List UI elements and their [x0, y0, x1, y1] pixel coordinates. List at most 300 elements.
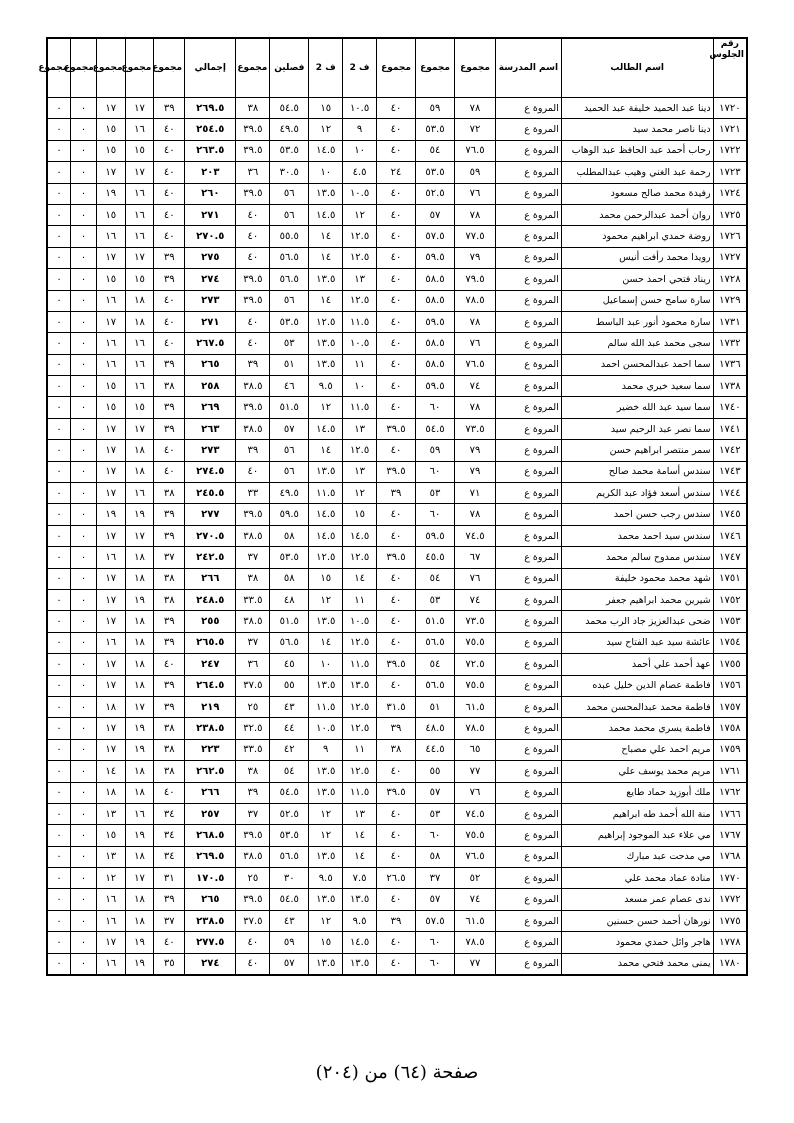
- grand-total-cell: ١٧٠.٥: [185, 868, 236, 889]
- school-name-cell: المروة ع: [496, 226, 562, 247]
- two-terms-cell: ٥٥: [270, 675, 309, 696]
- header-total-2: مجموع: [416, 38, 455, 98]
- total-7-cell: ١٧: [96, 932, 125, 953]
- term2-b-cell: ١٣.٥: [309, 675, 343, 696]
- total-5-cell: ٤٠: [154, 333, 185, 354]
- school-name-cell: المروة ع: [496, 568, 562, 589]
- term2-b-cell: ١٤.٥: [309, 418, 343, 439]
- grand-total-cell: ٢٧٤: [185, 953, 236, 975]
- total-5-cell: ٣٩: [154, 269, 185, 290]
- table-row: [47, 761, 747, 782]
- total-4-cell: ٣٧: [236, 803, 270, 824]
- student-name-cell: ضحى عبدالعزيز جاد الرب محمد: [561, 611, 713, 632]
- total-6-cell: ١٥: [125, 140, 154, 161]
- student-name-cell: شهد محمد محمود خليفة: [561, 568, 713, 589]
- term2-a-cell: ١١.٥: [343, 782, 377, 803]
- grand-total-cell: ٢٦٤.٥: [185, 675, 236, 696]
- total-1-cell: ٥٩: [455, 162, 496, 183]
- student-name-cell: يمنى محمد فتحي محمد: [561, 953, 713, 975]
- total-8-cell: ٠: [71, 889, 97, 910]
- seat-number-cell: ١٧٢٧: [713, 247, 747, 268]
- student-name-cell: سارة محمود أنور عبد الباسط: [561, 311, 713, 332]
- total-1-cell: ٥٢: [455, 868, 496, 889]
- total-3-cell: ٤٠: [377, 504, 416, 525]
- total-2-cell: ٥٩.٥: [416, 247, 455, 268]
- total-7-cell: ١٦: [96, 226, 125, 247]
- total-8-cell: ٠: [71, 376, 97, 397]
- total-5-cell: ٣٩: [154, 889, 185, 910]
- total-2-cell: ٥٣: [416, 483, 455, 504]
- total-6-cell: ١٨: [125, 675, 154, 696]
- grand-total-cell: ٢٦٨.٥: [185, 825, 236, 846]
- table-row: [47, 397, 747, 418]
- total-9-cell: ٠: [47, 761, 71, 782]
- total-3-cell: ٤٠: [377, 589, 416, 610]
- term2-a-cell: ١٣.٥: [343, 675, 377, 696]
- two-terms-cell: ٥٣: [270, 333, 309, 354]
- total-9-cell: ٠: [47, 333, 71, 354]
- school-name-cell: المروة ع: [496, 803, 562, 824]
- total-9-cell: ٠: [47, 247, 71, 268]
- table-row: [47, 675, 747, 696]
- total-5-cell: ٣٨: [154, 376, 185, 397]
- total-7-cell: ١٧: [96, 311, 125, 332]
- seat-number-cell: ١٧٥٤: [713, 632, 747, 653]
- total-1-cell: ٧٣.٥: [455, 611, 496, 632]
- student-name-cell: رحمة عبد الغني وهيب عبدالمطلب: [561, 162, 713, 183]
- total-3-cell: ٤٠: [377, 119, 416, 140]
- student-name-cell: دينا عبد الحميد خليفة عبد الحميد: [561, 98, 713, 119]
- two-terms-cell: ٤٢: [270, 739, 309, 760]
- total-3-cell: ٣٩.٥: [377, 418, 416, 439]
- grand-total-cell: ٢٥٥: [185, 611, 236, 632]
- term2-b-cell: ١٣.٥: [309, 354, 343, 375]
- two-terms-cell: ٥٦: [270, 183, 309, 204]
- total-4-cell: ٣٩.٥: [236, 889, 270, 910]
- term2-a-cell: ١٢: [343, 483, 377, 504]
- total-5-cell: ٤٠: [154, 290, 185, 311]
- total-6-cell: ١٧: [125, 98, 154, 119]
- total-4-cell: ٤٠: [236, 932, 270, 953]
- term2-a-cell: ١٣: [343, 269, 377, 290]
- table-row: [47, 611, 747, 632]
- seat-number-cell: ١٧٦٨: [713, 846, 747, 867]
- total-6-cell: ١٦: [125, 376, 154, 397]
- total-3-cell: ٤٠: [377, 846, 416, 867]
- student-name-cell: رفيدة محمد صالح مسعود: [561, 183, 713, 204]
- grand-total-cell: ٢٧٠.٥: [185, 525, 236, 546]
- total-8-cell: ٠: [71, 483, 97, 504]
- student-name-cell: فاطمة محمد عبدالمحسن محمد: [561, 696, 713, 717]
- term2-b-cell: ١٣.٥: [309, 611, 343, 632]
- two-terms-cell: ٥٦: [270, 204, 309, 225]
- grand-total-cell: ٢١٩: [185, 696, 236, 717]
- school-name-cell: المروة ع: [496, 589, 562, 610]
- table-row: [47, 739, 747, 760]
- total-2-cell: ٥٨: [416, 846, 455, 867]
- total-8-cell: ٠: [71, 525, 97, 546]
- grand-total-cell: ٢٧٥: [185, 247, 236, 268]
- two-terms-cell: ٥٣.٥: [270, 311, 309, 332]
- two-terms-cell: ٤٨: [270, 589, 309, 610]
- total-1-cell: ٧٢.٥: [455, 654, 496, 675]
- two-terms-cell: ٤٩.٥: [270, 119, 309, 140]
- total-9-cell: ٠: [47, 504, 71, 525]
- student-name-cell: سما سعيد خيري محمد: [561, 376, 713, 397]
- total-6-cell: ١٨: [125, 910, 154, 931]
- school-name-cell: المروة ع: [496, 632, 562, 653]
- seat-number-cell: ١٧٣٢: [713, 333, 747, 354]
- total-4-cell: ٤٠: [236, 247, 270, 268]
- total-2-cell: ٥٦.٥: [416, 632, 455, 653]
- school-name-cell: المروة ع: [496, 889, 562, 910]
- total-5-cell: ٤٠: [154, 226, 185, 247]
- total-6-cell: ١٨: [125, 889, 154, 910]
- total-2-cell: ٥٤: [416, 568, 455, 589]
- total-8-cell: ٠: [71, 868, 97, 889]
- term2-a-cell: ٩: [343, 119, 377, 140]
- term2-a-cell: ١٤.٥: [343, 525, 377, 546]
- term2-a-cell: ١٠.٥: [343, 333, 377, 354]
- two-terms-cell: ٥٦.٥: [270, 846, 309, 867]
- table-row: [47, 932, 747, 953]
- total-7-cell: ١٧: [96, 611, 125, 632]
- student-name-cell: سندس أسامة محمد صالح: [561, 461, 713, 482]
- total-1-cell: ٧٨: [455, 311, 496, 332]
- school-name-cell: المروة ع: [496, 98, 562, 119]
- total-1-cell: ٧٩: [455, 440, 496, 461]
- header-total-1: مجموع: [455, 38, 496, 98]
- total-2-cell: ٥٩.٥: [416, 311, 455, 332]
- total-2-cell: ٦٠: [416, 953, 455, 975]
- total-5-cell: ٣٩: [154, 504, 185, 525]
- two-terms-cell: ٤٣: [270, 696, 309, 717]
- header-seat-number: رقم الجلوس: [713, 38, 747, 98]
- student-name-cell: سمر منتصر ابراهيم حسن: [561, 440, 713, 461]
- total-8-cell: ٠: [71, 696, 97, 717]
- school-name-cell: المروة ع: [496, 675, 562, 696]
- total-2-cell: ٥٨.٥: [416, 333, 455, 354]
- table-row: [47, 333, 747, 354]
- table-row: [47, 654, 747, 675]
- total-2-cell: ٥٢.٥: [416, 183, 455, 204]
- term2-b-cell: ١٣.٥: [309, 269, 343, 290]
- school-name-cell: المروة ع: [496, 269, 562, 290]
- two-terms-cell: ٥٣.٥: [270, 547, 309, 568]
- total-7-cell: ١٢: [96, 868, 125, 889]
- total-9-cell: ٠: [47, 910, 71, 931]
- school-name-cell: المروة ع: [496, 696, 562, 717]
- term2-b-cell: ١١.٥: [309, 696, 343, 717]
- total-4-cell: ٣٦: [236, 162, 270, 183]
- total-7-cell: ١٩: [96, 183, 125, 204]
- total-8-cell: ٠: [71, 183, 97, 204]
- student-name-cell: مريم محمد يوسف علي: [561, 761, 713, 782]
- term2-b-cell: ١٤: [309, 290, 343, 311]
- seat-number-cell: ١٧٣١: [713, 311, 747, 332]
- term2-b-cell: ١٥: [309, 932, 343, 953]
- total-8-cell: ٠: [71, 910, 97, 931]
- seat-number-cell: ١٧٦٦: [713, 803, 747, 824]
- total-6-cell: ١٥: [125, 397, 154, 418]
- seat-number-cell: ١٧٢٤: [713, 183, 747, 204]
- two-terms-cell: ٥٣.٥: [270, 140, 309, 161]
- term2-a-cell: ١٢.٥: [343, 226, 377, 247]
- student-name-cell: سارة سامح حسن إسماعيل: [561, 290, 713, 311]
- total-8-cell: ٠: [71, 397, 97, 418]
- total-6-cell: ١٧: [125, 525, 154, 546]
- total-1-cell: ٧٦.٥: [455, 140, 496, 161]
- total-3-cell: ٤٠: [377, 376, 416, 397]
- seat-number-cell: ١٧٤١: [713, 418, 747, 439]
- total-6-cell: ١٨: [125, 290, 154, 311]
- student-name-cell: فاطمة عصام الدين خليل عبده: [561, 675, 713, 696]
- term2-a-cell: ١٢.٥: [343, 290, 377, 311]
- seat-number-cell: ١٧٣٦: [713, 354, 747, 375]
- total-3-cell: ٤٠: [377, 932, 416, 953]
- seat-number-cell: ١٧٤٣: [713, 461, 747, 482]
- total-2-cell: ٥٩: [416, 440, 455, 461]
- grades-table: [38, 37, 748, 976]
- school-name-cell: المروة ع: [496, 354, 562, 375]
- total-7-cell: ١٦: [96, 632, 125, 653]
- grand-total-cell: ٢٦٩.٥: [185, 98, 236, 119]
- total-9-cell: ٠: [47, 675, 71, 696]
- total-4-cell: ٣٩: [236, 440, 270, 461]
- header-total-3: مجموع: [377, 38, 416, 98]
- two-terms-cell: ٣٠.٥: [270, 162, 309, 183]
- total-7-cell: ١٥: [96, 825, 125, 846]
- seat-number-cell: ١٧٦١: [713, 761, 747, 782]
- total-9-cell: ٠: [47, 803, 71, 824]
- two-terms-cell: ٥٦.٥: [270, 632, 309, 653]
- term2-a-cell: ١١: [343, 354, 377, 375]
- total-3-cell: ٣٩.٥: [377, 782, 416, 803]
- term2-b-cell: ٩: [309, 739, 343, 760]
- total-9-cell: ٠: [47, 311, 71, 332]
- total-4-cell: ٣٧: [236, 547, 270, 568]
- grand-total-cell: ٢٥٧: [185, 803, 236, 824]
- total-5-cell: ٤٠: [154, 162, 185, 183]
- total-5-cell: ٤٠: [154, 932, 185, 953]
- grand-total-cell: ٢٤٨.٥: [185, 589, 236, 610]
- school-name-cell: المروة ع: [496, 739, 562, 760]
- term2-a-cell: ١٠: [343, 376, 377, 397]
- term2-b-cell: ١٢: [309, 803, 343, 824]
- total-4-cell: ٣٧: [236, 632, 270, 653]
- total-6-cell: ١٨: [125, 632, 154, 653]
- school-name-cell: المروة ع: [496, 162, 562, 183]
- total-1-cell: ٧٤.٥: [455, 803, 496, 824]
- total-2-cell: ٥٣.٥: [416, 119, 455, 140]
- total-7-cell: ١٧: [96, 568, 125, 589]
- two-terms-cell: ٥٤: [270, 761, 309, 782]
- total-5-cell: ٤٠: [154, 204, 185, 225]
- total-2-cell: ٥٣: [416, 803, 455, 824]
- student-name-cell: عهد أحمد علي أحمد: [561, 654, 713, 675]
- total-2-cell: ٦٠: [416, 825, 455, 846]
- term2-a-cell: ١٢.٥: [343, 696, 377, 717]
- total-6-cell: ١٨: [125, 654, 154, 675]
- total-7-cell: ١٥: [96, 204, 125, 225]
- total-8-cell: ٠: [71, 953, 97, 975]
- total-9-cell: ٠: [47, 547, 71, 568]
- grand-total-cell: ٢٥٤.٥: [185, 119, 236, 140]
- term2-b-cell: ٩.٥: [309, 868, 343, 889]
- school-name-cell: المروة ع: [496, 525, 562, 546]
- total-7-cell: ١٥: [96, 376, 125, 397]
- total-6-cell: ١٨: [125, 547, 154, 568]
- school-name-cell: المروة ع: [496, 311, 562, 332]
- grand-total-cell: ٢٢٣: [185, 739, 236, 760]
- total-1-cell: ٧٤: [455, 889, 496, 910]
- term2-b-cell: ١٣.٥: [309, 889, 343, 910]
- term2-b-cell: ١٤: [309, 226, 343, 247]
- total-2-cell: ٥٧: [416, 782, 455, 803]
- total-4-cell: ٣٨.٥: [236, 525, 270, 546]
- total-1-cell: ٧٨: [455, 204, 496, 225]
- total-9-cell: ٠: [47, 354, 71, 375]
- total-5-cell: ٤٠: [154, 119, 185, 140]
- total-8-cell: ٠: [71, 718, 97, 739]
- two-terms-cell: ٥١.٥: [270, 397, 309, 418]
- header-row: [47, 38, 747, 98]
- total-7-cell: ١٣: [96, 846, 125, 867]
- grand-total-cell: ٢٧٣: [185, 440, 236, 461]
- school-name-cell: المروة ع: [496, 440, 562, 461]
- total-4-cell: ٤٠: [236, 953, 270, 975]
- total-6-cell: ١٩: [125, 953, 154, 975]
- table-row: [47, 98, 747, 119]
- seat-number-cell: ١٧٥٢: [713, 589, 747, 610]
- grand-total-cell: ٢٦٩.٥: [185, 846, 236, 867]
- total-9-cell: ٠: [47, 868, 71, 889]
- total-4-cell: ٣٩: [236, 354, 270, 375]
- total-4-cell: ٣٩.٥: [236, 504, 270, 525]
- total-7-cell: ١٥: [96, 397, 125, 418]
- school-name-cell: المروة ع: [496, 718, 562, 739]
- total-2-cell: ٤٥.٥: [416, 547, 455, 568]
- two-terms-cell: ٥٩: [270, 932, 309, 953]
- total-2-cell: ٤٨.٥: [416, 718, 455, 739]
- total-4-cell: ٤٠: [236, 311, 270, 332]
- table-row: [47, 162, 747, 183]
- term2-a-cell: ١١: [343, 589, 377, 610]
- seat-number-cell: ١٧٥٨: [713, 718, 747, 739]
- total-2-cell: ٥٩.٥: [416, 525, 455, 546]
- term2-b-cell: ١٢.٥: [309, 547, 343, 568]
- total-4-cell: ٣٢.٥: [236, 718, 270, 739]
- total-6-cell: ١٧: [125, 696, 154, 717]
- two-terms-cell: ٥٦: [270, 290, 309, 311]
- total-2-cell: ٥١.٥: [416, 611, 455, 632]
- seat-number-cell: ١٧٢٨: [713, 269, 747, 290]
- total-3-cell: ٢٤: [377, 162, 416, 183]
- student-name-cell: سندس سيد احمد محمد: [561, 525, 713, 546]
- total-4-cell: ٤٠: [236, 333, 270, 354]
- total-4-cell: ٣٨: [236, 98, 270, 119]
- two-terms-cell: ٥٤.٥: [270, 782, 309, 803]
- total-7-cell: ١٧: [96, 525, 125, 546]
- total-1-cell: ٦١.٥: [455, 910, 496, 931]
- total-2-cell: ٥٣: [416, 589, 455, 610]
- total-1-cell: ٧٩: [455, 247, 496, 268]
- term2-b-cell: ١٠.٥: [309, 718, 343, 739]
- two-terms-cell: ٥٤.٥: [270, 98, 309, 119]
- total-3-cell: ٤٠: [377, 675, 416, 696]
- total-7-cell: ١٧: [96, 162, 125, 183]
- total-2-cell: ٥٦.٥: [416, 675, 455, 696]
- seat-number-cell: ١٧٤٧: [713, 547, 747, 568]
- student-name-cell: دينا ناصر محمد سيد: [561, 119, 713, 140]
- total-8-cell: ٠: [71, 269, 97, 290]
- total-2-cell: ٦٠: [416, 397, 455, 418]
- term2-b-cell: ١٠: [309, 654, 343, 675]
- total-2-cell: ٤٤.٥: [416, 739, 455, 760]
- total-3-cell: ٣٩.٥: [377, 547, 416, 568]
- student-name-cell: منادة عماد محمد علي: [561, 868, 713, 889]
- grand-total-cell: ٢٦٥.٥: [185, 632, 236, 653]
- total-8-cell: ٠: [71, 825, 97, 846]
- term2-a-cell: ١٠.٥: [343, 98, 377, 119]
- grand-total-cell: ٢٦٩: [185, 397, 236, 418]
- term2-b-cell: ١٤: [309, 440, 343, 461]
- term2-a-cell: ١٢.٥: [343, 247, 377, 268]
- term2-a-cell: ١١.٥: [343, 654, 377, 675]
- total-5-cell: ٣٨: [154, 483, 185, 504]
- total-7-cell: ١٥: [96, 119, 125, 140]
- term2-a-cell: ١٤: [343, 825, 377, 846]
- total-4-cell: ٣٣.٥: [236, 589, 270, 610]
- table-row: [47, 846, 747, 867]
- total-3-cell: ٤٠: [377, 183, 416, 204]
- total-6-cell: ١٩: [125, 589, 154, 610]
- total-3-cell: ٤٠: [377, 140, 416, 161]
- total-7-cell: ١٧: [96, 483, 125, 504]
- school-name-cell: المروة ع: [496, 654, 562, 675]
- term2-a-cell: ١٢.٥: [343, 718, 377, 739]
- term2-a-cell: ١٣: [343, 418, 377, 439]
- student-name-cell: سما سيد عبد الله خضير: [561, 397, 713, 418]
- student-name-cell: سما احمد عبدالمحسن احمد: [561, 354, 713, 375]
- total-3-cell: ٤٠: [377, 889, 416, 910]
- student-name-cell: ملك أبوزيد حماد طايع: [561, 782, 713, 803]
- total-7-cell: ١٦: [96, 547, 125, 568]
- grand-total-cell: ٢٧١: [185, 204, 236, 225]
- header-total-5: مجموع: [154, 38, 185, 98]
- seat-number-cell: ١٧٧٢: [713, 889, 747, 910]
- total-1-cell: ٧٦: [455, 782, 496, 803]
- total-5-cell: ٣٩: [154, 247, 185, 268]
- term2-b-cell: ١٣.٥: [309, 782, 343, 803]
- total-2-cell: ٥٣.٥: [416, 162, 455, 183]
- total-7-cell: ١٧: [96, 247, 125, 268]
- total-3-cell: ٢٦.٥: [377, 868, 416, 889]
- total-3-cell: ٣٨: [377, 739, 416, 760]
- total-3-cell: ٤٠: [377, 397, 416, 418]
- table-row: [47, 696, 747, 717]
- term2-a-cell: ١٢: [343, 204, 377, 225]
- two-terms-cell: ٥٦.٥: [270, 247, 309, 268]
- total-8-cell: ٠: [71, 354, 97, 375]
- total-7-cell: ١٥: [96, 140, 125, 161]
- total-5-cell: ٣٩: [154, 354, 185, 375]
- total-1-cell: ٧٨.٥: [455, 290, 496, 311]
- seat-number-cell: ١٧٤٢: [713, 440, 747, 461]
- seat-number-cell: ١٧٥٦: [713, 675, 747, 696]
- term2-b-cell: ١٢: [309, 910, 343, 931]
- school-name-cell: المروة ع: [496, 119, 562, 140]
